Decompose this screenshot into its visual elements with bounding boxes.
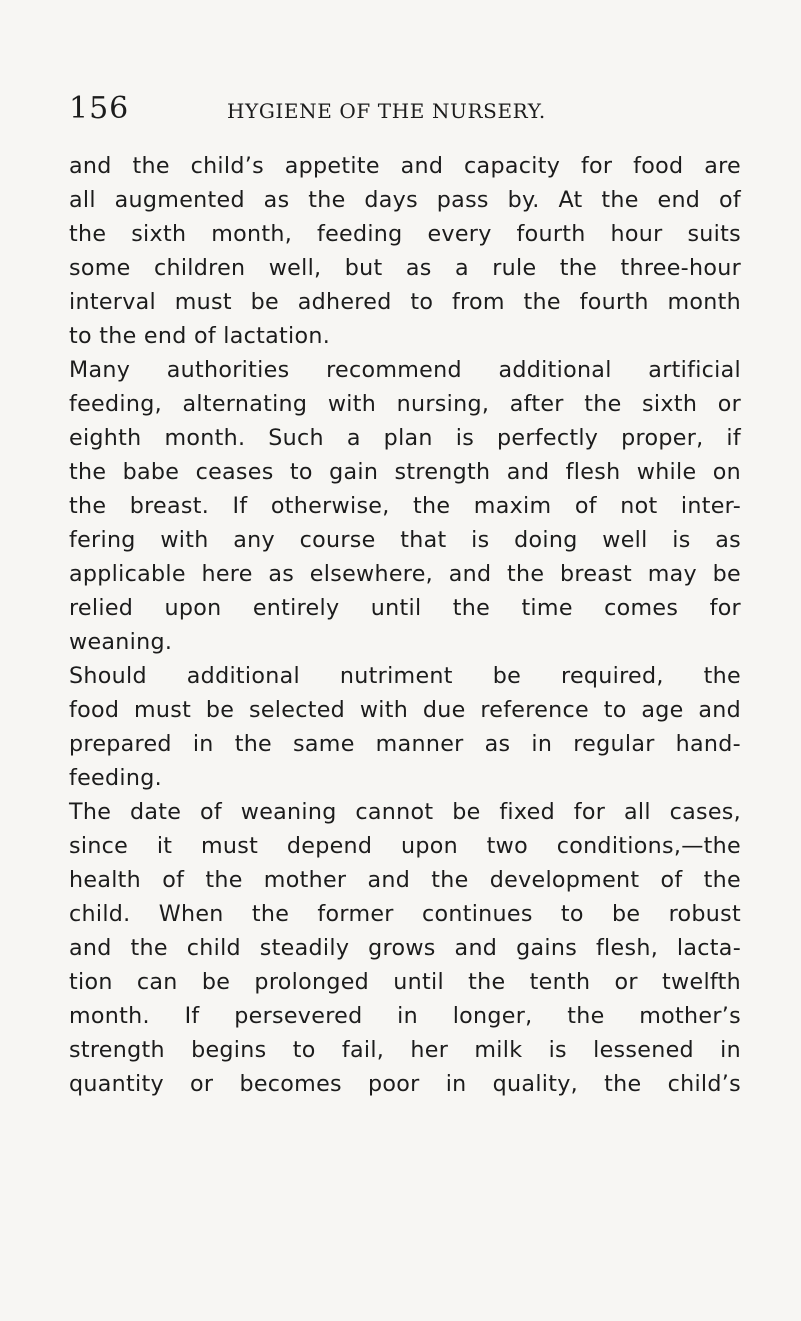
text-line: health of the mother and the development of the	[69, 867, 741, 893]
text-line: relied upon entirely until the time comes for	[69, 595, 741, 621]
book-page	[69, 93, 741, 1101]
page-number: 156	[69, 91, 130, 126]
text-line: food must be selected with due reference to age and	[69, 697, 741, 723]
text-line: and the child’s appetite and capacity for food are	[69, 153, 741, 179]
text-line: the breast. If otherwise, the maxim of not inter-	[69, 493, 741, 519]
text-line: feeding, alternating with nursing, after the sixth or	[69, 391, 741, 417]
running-title: HYGIENE OF THE NURSERY.	[227, 99, 546, 123]
text-line: all augmented as the days pass by. At the end of	[69, 187, 741, 213]
text-line: eighth month. Such a plan is perfectly proper, if	[69, 425, 741, 451]
text-line: prepared in the same manner as in regular hand-	[69, 731, 741, 757]
text-line: interval must be adhered to from the fourth month	[69, 289, 741, 315]
running-head	[69, 93, 741, 125]
text-line: some children well, but as a rule the three-hour	[69, 255, 741, 281]
text-line: feeding.	[69, 765, 162, 791]
text-line: tion can be prolonged until the tenth or twelfth	[69, 969, 741, 995]
text-line: fering with any course that is doing well is as	[69, 527, 741, 553]
text-line: weaning.	[69, 629, 173, 655]
text-line: the sixth month, feeding every fourth hour suits	[69, 221, 741, 247]
text-line: Many authorities recommend additional artificial	[69, 357, 741, 383]
text-line: to the end of lactation.	[69, 323, 331, 349]
text-line: strength begins to fail, her milk is lessened in	[69, 1037, 741, 1063]
text-line: the babe ceases to gain strength and flesh while on	[69, 459, 741, 485]
body-text	[69, 149, 741, 1101]
text-line: child. When the former continues to be robust	[69, 901, 741, 927]
text-line: since it must depend upon two conditions,—the	[69, 833, 741, 859]
text-line: The date of weaning cannot be fixed for all cases,	[69, 799, 741, 825]
text-line: Should additional nutriment be required, the	[69, 663, 741, 689]
text-line: applicable here as elsewhere, and the breast may be	[69, 561, 741, 587]
text-line: quantity or becomes poor in quality, the child’s	[69, 1071, 741, 1097]
text-line: month. If persevered in longer, the mother’s	[69, 1003, 741, 1029]
text-line: and the child steadily grows and gains flesh, lacta-	[69, 935, 741, 961]
